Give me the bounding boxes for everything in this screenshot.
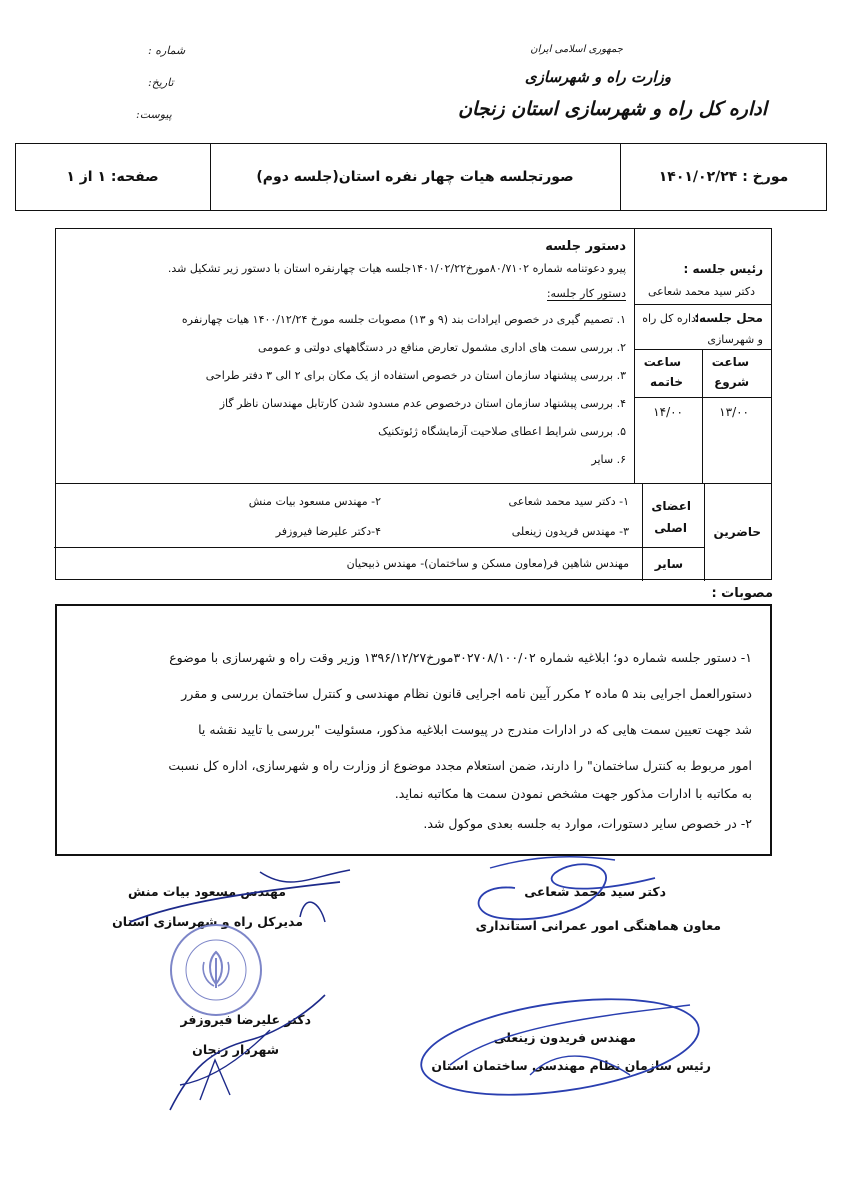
resolution-line: شد جهت تعیین سمت هایی که در ادارات مندرج در پیوست ابلاغیه مذکور، مسئولیت "بررسی یا تایید نقشه یا (198, 722, 752, 737)
signature-1-ink (455, 848, 670, 928)
start-time: ۱۳/۰۰ (719, 405, 749, 419)
agenda-item: ۳. بررسی پیشنهاد سازمان استان در خصوص استفاده از یک مکان برای ۲ الی ۳ دفتر طراحی (205, 369, 626, 382)
page-number: صفحه: ۱ از ۱ (66, 169, 159, 185)
agenda-item: ۶. سایر (591, 453, 626, 466)
end-time: ۱۴/۰۰ (653, 405, 683, 419)
ministry-title: وزارت راه و شهرسازی (524, 68, 671, 86)
office-title: اداره کل راه و شهرسازی استان زنجان (458, 98, 767, 120)
meeting-date: مورخ : ۱۴۰۱/۰۲/۲۴ (658, 169, 789, 185)
attachment-label: پیوست: (136, 108, 172, 121)
main-members-label-2: اصلی (654, 521, 687, 535)
signatory-3-title: شهردار زنجان (192, 1042, 279, 1057)
chair-name: دکتر سید محمد شعاعی (647, 285, 755, 298)
main-member: ۴-دکتر علیرضا فیروزفر (275, 525, 381, 538)
resolution-line: ۲- در خصوص سایر دستورات، موارد به جلسه بعدی موکول شد. (423, 816, 752, 831)
location-value-2: و شهرسازی (707, 333, 763, 346)
resolution-line: امور مربوط به کنترل ساختمان" را دارند، ضمن استعلام مجدد موضوع از وزارت راه و شهرسازی، اداره کل نسبت (168, 758, 752, 773)
main-member: ۲- مهندس مسعود بیات منش (248, 495, 381, 508)
agenda-item: ۴. بررسی پیشنهاد سازمان استان درخصوص عدم مسدود شدن کارتابل مهندسان ناظر گاز (219, 397, 626, 410)
agenda-item: ۵. بررسی شرایط اعطای صلاحیت آزمایشگاه ژئوتکنیک (378, 425, 626, 438)
resolution-line: دستورالعمل اجرایی بند ۵ ماده ۲ مکرر آیین نامه اجرایی قانون نظام مهندسی و کنترل ساختمان بررسی و مقرر (181, 686, 752, 701)
resolutions-label: مصوبات : (711, 586, 773, 601)
signatory-1-title: معاون هماهنگی امور عمرانی استانداری (475, 918, 721, 933)
start-label-2: شروع (714, 375, 749, 389)
resolution-line: ۱- دستور جلسه شماره دو؛ ابلاغیه شماره ۳۰۲۷۰۸/۱۰۰/۰۲مورخ۱۳۹۶/۱۲/۲۷ وزیر وقت راه و شهرسازی با موضوع (169, 650, 752, 665)
resolution-line: به مکاتبه با ادارات مذکور جهت مشخص نمودن سمت ها مکاتبه نماید. (394, 786, 752, 801)
signatory-2-title: مدیرکل راه و شهرسازی استان (112, 914, 303, 929)
signatory-4-name: مهندس فریدون زینعلی (493, 1030, 636, 1045)
signatory-2-name: مهندس مسعود بیات منش (128, 884, 286, 899)
title-bar (15, 143, 827, 211)
signatory-4-title: رئیس سازمان نظام مهندسی ساختمان استان (431, 1058, 711, 1073)
main-member: ۱- دکتر سید محمد شعاعی (508, 495, 629, 508)
resolutions-box (55, 604, 772, 856)
meeting-table (55, 228, 772, 580)
agenda-item: ۲. بررسی سمت های اداری مشمول تعارض منافع در دستگاههای دولتی و عمومی (258, 341, 626, 354)
signatory-1-name: دکتر سید محمد شعاعی (524, 884, 666, 899)
attendees-label: حاضرین (713, 525, 761, 539)
main-member: ۳- مهندس فریدون زینعلی (511, 525, 629, 538)
number-label: شماره : (148, 44, 186, 57)
signatory-3-name: دکتر علیرضا فیروزفر (180, 1012, 311, 1027)
agenda-intro: پیرو دعوتنامه شماره ۸۰/۷۱۰۲مورخ۱۴۰۱/۰۲/۲۲جلسه هیات چهارنفره استان با دستور زیر تشکیل شد. (167, 262, 626, 275)
end-label-1: ساعت (643, 355, 681, 369)
other-attendees-label: سایر (654, 557, 683, 571)
start-label-1: ساعت (711, 355, 749, 369)
date-label: تاریخ: (148, 76, 174, 89)
chair-label: رئیس جلسه : (683, 262, 763, 276)
agenda-item: ۱. تصمیم گیری در خصوص ایرادات بند (۹ و ۱۳) مصوبات جلسه مورخ ۱۴۰۰/۱۲/۲۴ هیات چهارنفره (181, 313, 626, 326)
agenda-subtitle: دستور کار جلسه: (546, 287, 626, 300)
republic-title: جمهوری اسلامی ایران (530, 44, 623, 55)
agenda-title: دستور جلسه (545, 239, 626, 254)
end-label-2: خاتمه (650, 375, 683, 389)
agenda-list (66, 313, 626, 473)
location-value-1: اداره کل راه (642, 312, 699, 325)
location-label: محل جلسه: (694, 311, 763, 325)
document-title: صورتجلسه هیات چهار نفره استان(جلسه دوم) (256, 169, 574, 185)
other-attendees: مهندس شاهین فر(معاون مسکن و ساختمان)- مهندس ذبیحیان (346, 557, 629, 570)
main-members-label-1: اعضای (651, 499, 691, 513)
signature-3-ink (150, 990, 340, 1120)
signature-4-ink (410, 985, 710, 1105)
signature-2-ink (120, 862, 360, 942)
